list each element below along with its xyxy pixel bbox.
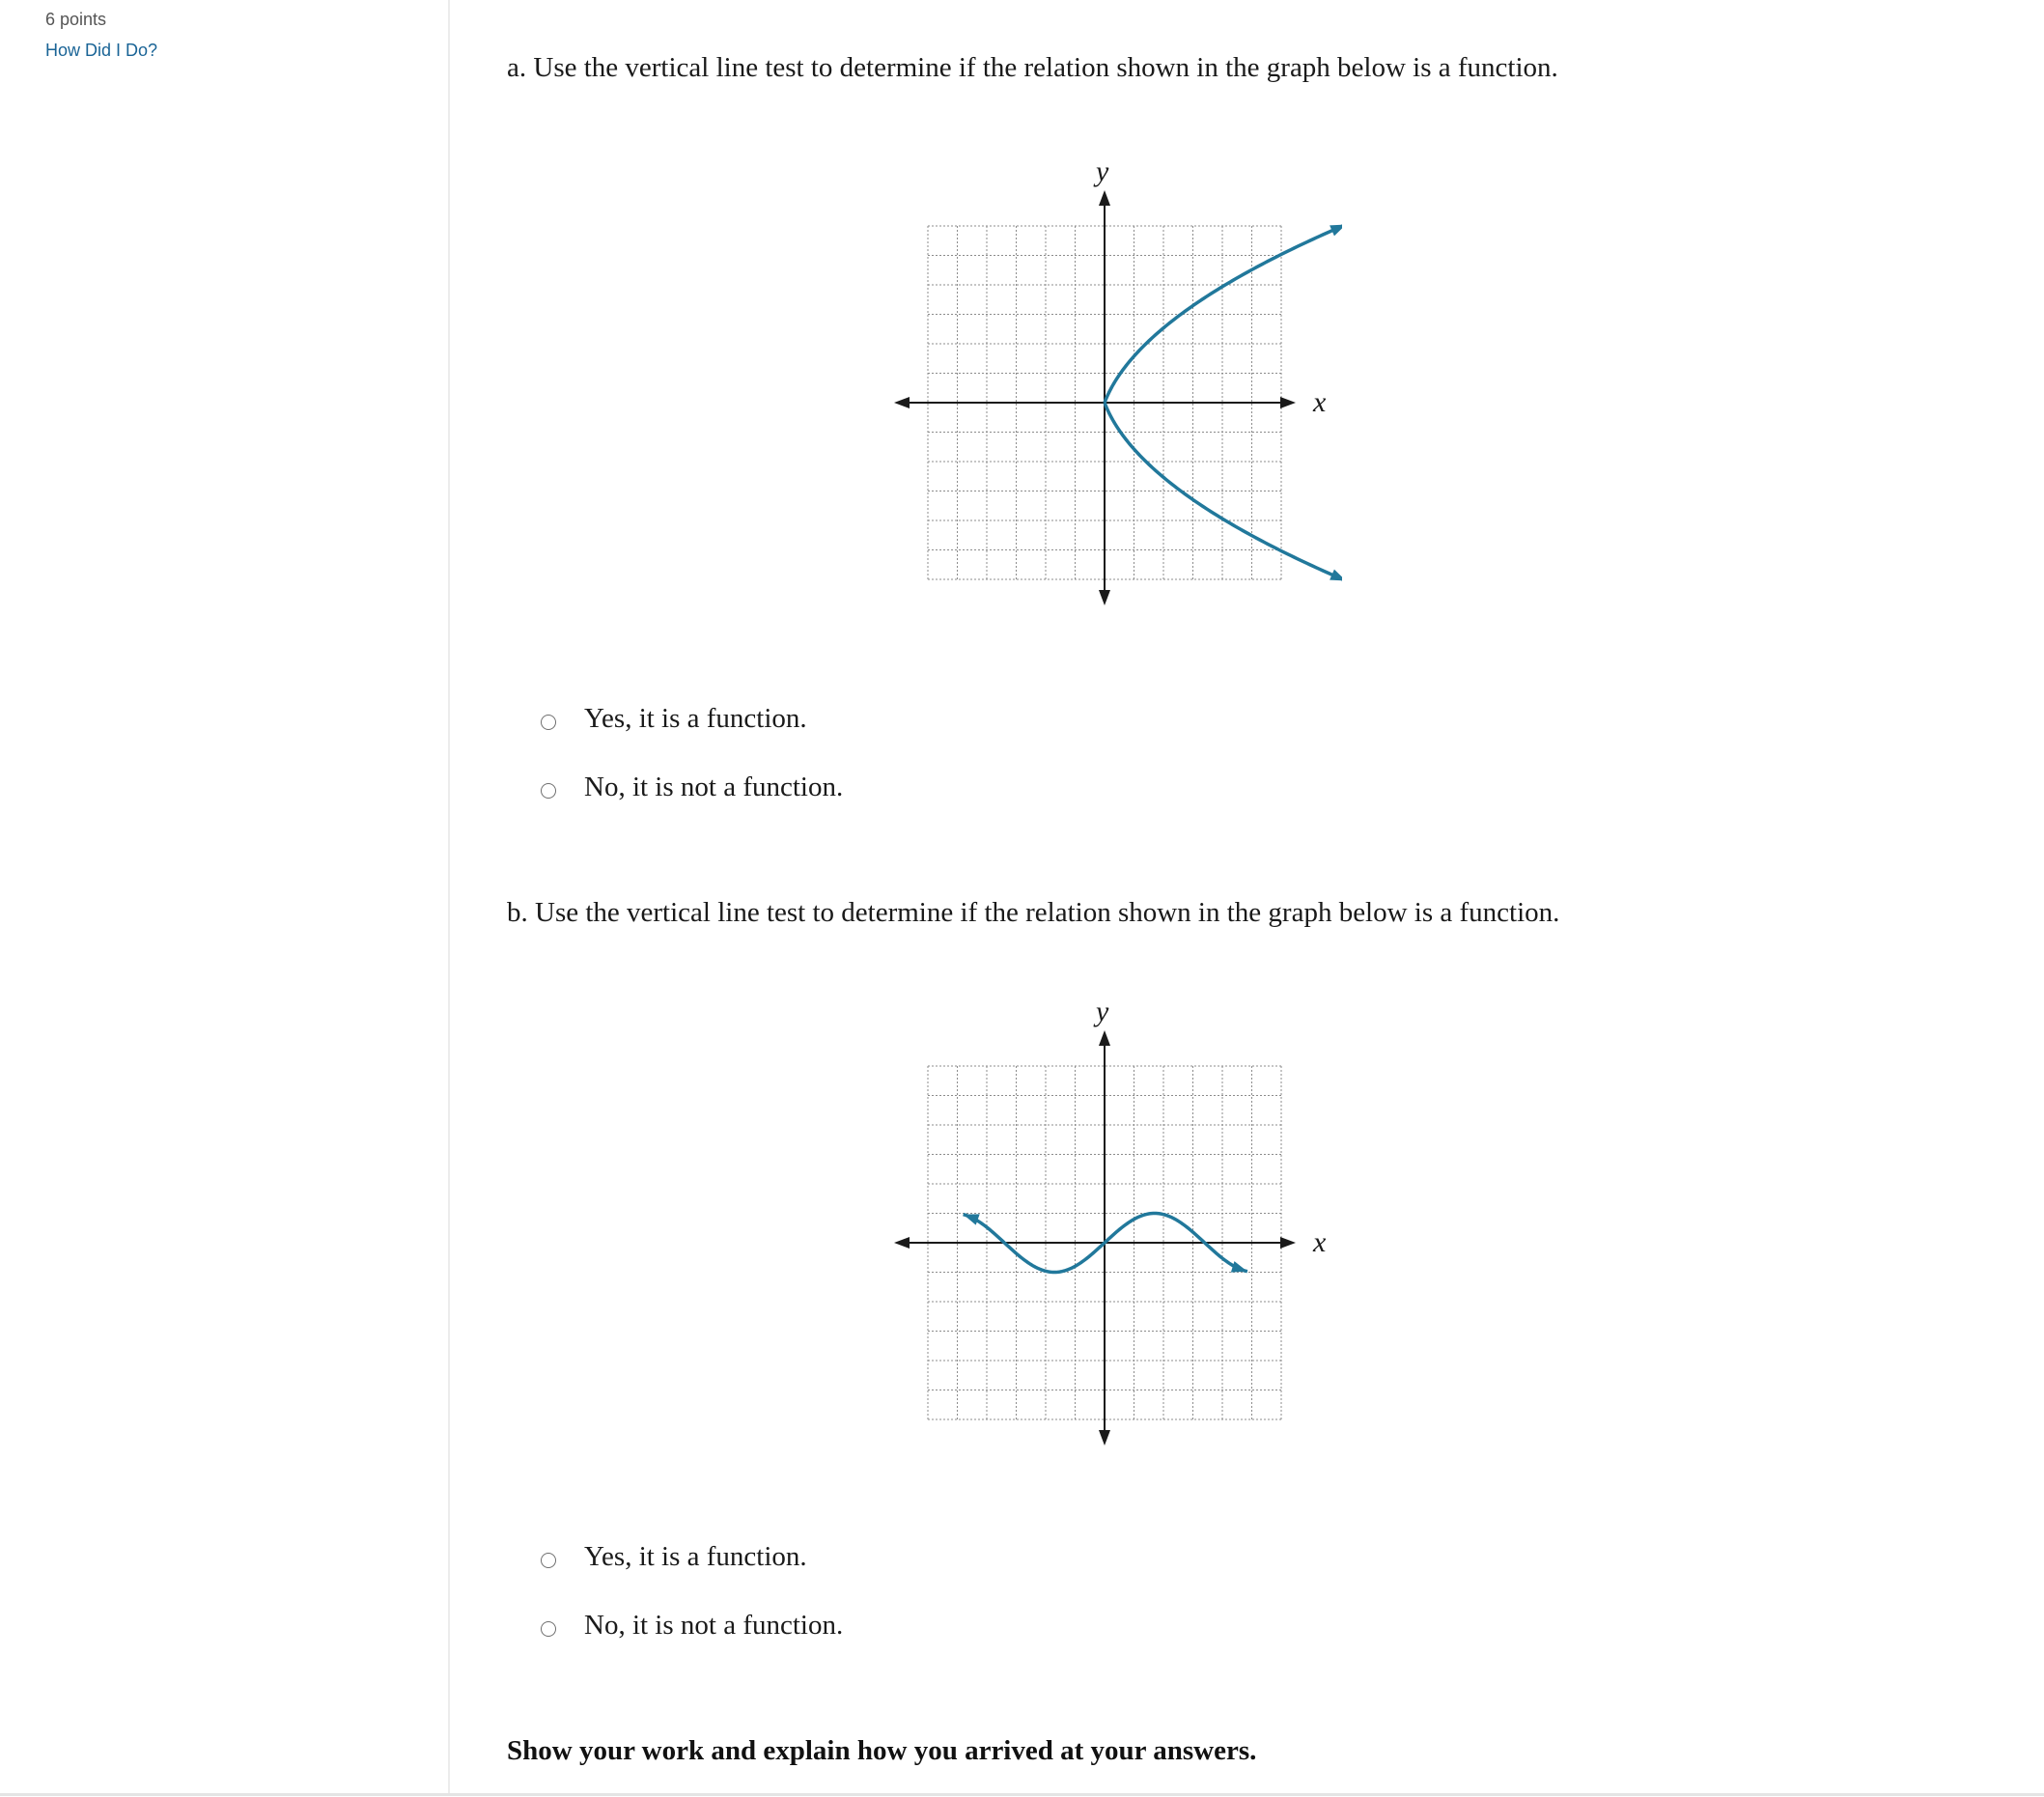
x-axis-left-arrow <box>894 397 910 408</box>
option-label: Yes, it is a function. <box>584 702 807 734</box>
option-a-yes[interactable] <box>541 699 807 738</box>
graph-b <box>888 999 1342 1453</box>
x-axis-right-arrow <box>1280 397 1296 408</box>
y-axis-up-arrow <box>1099 1030 1110 1046</box>
axes <box>894 190 1296 605</box>
curve-left-arrow <box>964 1214 980 1224</box>
graph-a <box>888 159 1342 613</box>
option-b-yes[interactable] <box>541 1537 807 1576</box>
axes <box>894 1030 1296 1446</box>
option-a-no[interactable] <box>541 768 843 806</box>
bottom-divider <box>0 1793 2044 1796</box>
y-axis-label: y <box>1096 999 1109 1027</box>
radio-button[interactable] <box>541 783 556 799</box>
y-axis-down-arrow <box>1099 1430 1110 1446</box>
x-axis-left-arrow <box>894 1237 910 1249</box>
x-axis-label: x <box>1313 386 1327 418</box>
radio-button[interactable] <box>541 1621 556 1637</box>
option-label: Yes, it is a function. <box>584 1540 807 1572</box>
option-label: No, it is not a function. <box>584 1609 844 1641</box>
points-label: 6 points <box>45 10 107 29</box>
y-axis-label: y <box>1096 159 1109 187</box>
radio-button[interactable] <box>541 715 556 730</box>
radio-button[interactable] <box>541 1553 556 1568</box>
sidebar <box>0 0 450 1794</box>
how-did-i-do-link[interactable]: How Did I Do? <box>45 41 158 60</box>
y-axis-down-arrow <box>1099 590 1110 605</box>
y-axis-up-arrow <box>1099 190 1110 206</box>
option-label: No, it is not a function. <box>584 771 844 802</box>
question-b-prompt: b. Use the vertical line test to determine if the relation shown in the graph below is a function. <box>507 897 1560 928</box>
curve-upper-branch <box>1105 224 1342 403</box>
instructions-footer: Show your work and explain how you arrived at your answers. <box>507 1735 1257 1766</box>
x-axis-label: x <box>1313 1226 1327 1258</box>
curve-lower-branch <box>1105 403 1342 581</box>
curve-right-arrow <box>1231 1261 1247 1272</box>
question-a-prompt: a. Use the vertical line test to determine if the relation shown in the graph below is a function. <box>507 52 1558 83</box>
x-axis-right-arrow <box>1280 1237 1296 1249</box>
option-b-no[interactable] <box>541 1606 843 1644</box>
